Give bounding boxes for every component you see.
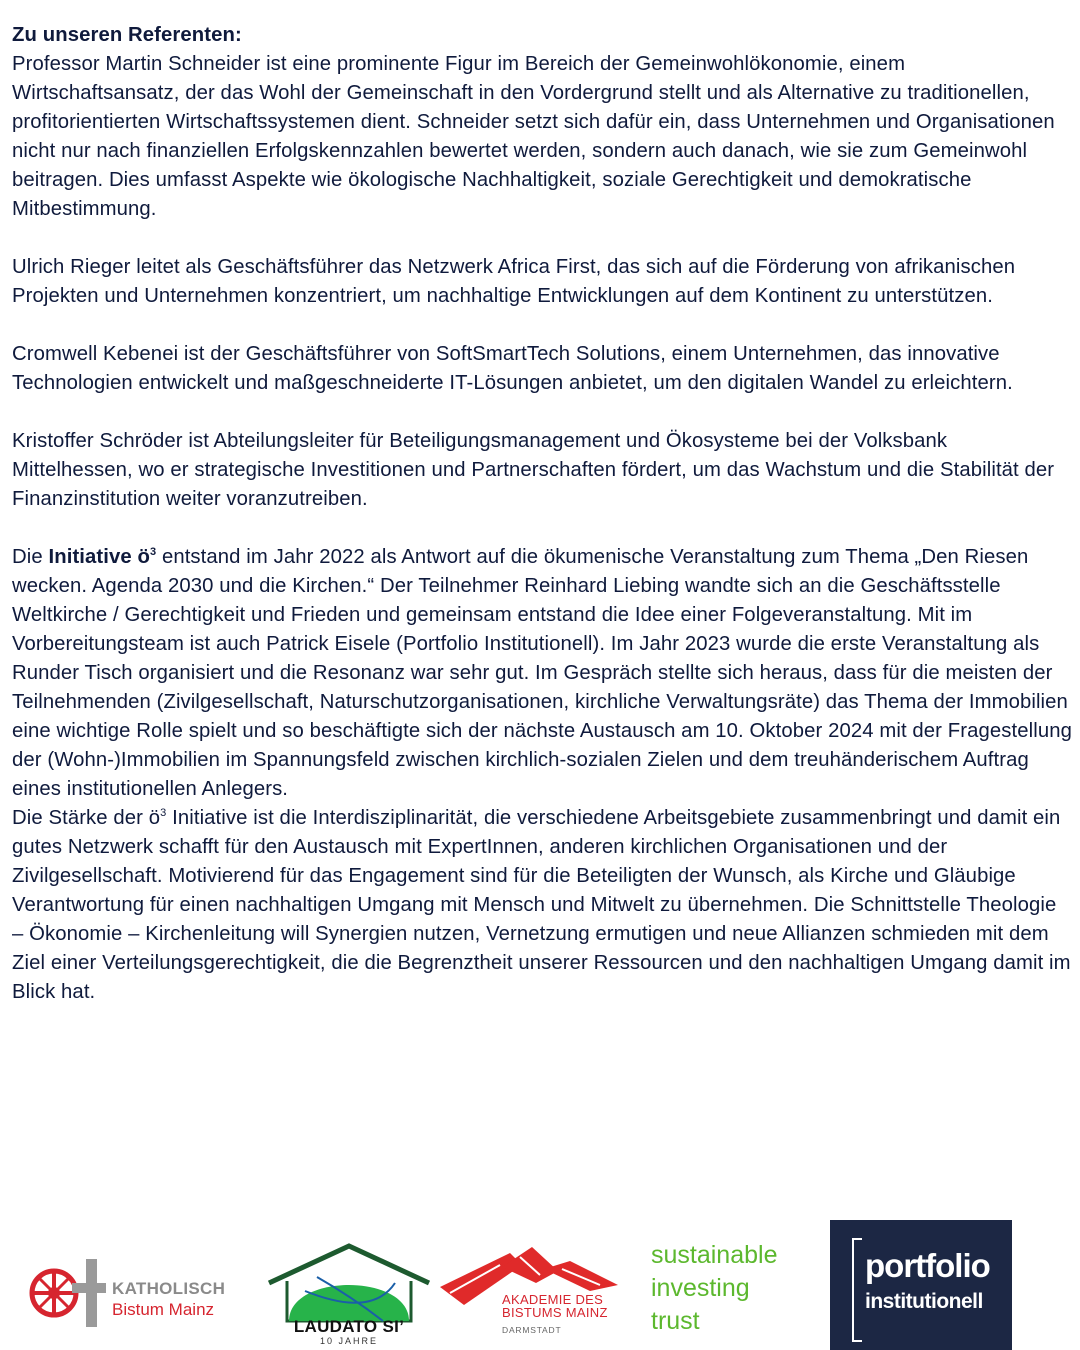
cross-wheel-icon [26, 1253, 108, 1333]
strength-lead: Die Stärke der ö [12, 807, 161, 829]
initiative-lead: Die [12, 546, 43, 568]
akademie-line1: AKADEMIE DES [502, 1292, 604, 1307]
sit-line2: investing [651, 1274, 750, 1302]
initiative-text: entstand im Jahr 2022 als Antwort auf die ökumenische Veranstaltung zum Thema „Den Riesen wecken. Agenda 2030 und die Kirchen.“ Der Teilnehmer Reinhard Liebing wandte sich an die Geschäftsstelle Weltkirche / Gerechtigkeit und Frieden und gemeinsam entstand die Idee einer Folgeveranstaltung. Mit im Vorbereitungsteam ist auch Patrick Eisele (Portfolio Institutionell). Im Jahr 2023 wurde die erste Veranstaltung als Runder Tisch organisiert und die Resonanz war sehr gut. Im Gespräch stellte sich heraus, dass für die meisten der Teilnehmenden (Zivilgesellschaft, Naturschutzorganisationen, kirchliche Verwaltungsräte) das Thema der Immobilien eine wichtige Rolle spielt und so beschäftigte sich der nächste Austausch am 10. Oktober 2024 mit der Fragestellung der (Wohn-)Immobilien im Spannungsfeld zwischen kirchlich-sozialen Zielen und dem treuhänderischem Auftrag eines institutionellen Anlegers. [12, 546, 1072, 800]
bio-rieger: Ulrich Rieger leitet als Geschäftsführer das Netzwerk Africa First, das sich auf die Förderung von afrikanischen Projekten und Unternehmen konzentriert, um nachhaltige Entwicklungen auf dem Kontinent zu unterstützen. [12, 256, 1016, 307]
portfolio-institutionell-logo [830, 1220, 1012, 1350]
akademie-line2: BISTUMS MAINZ [502, 1305, 608, 1320]
bio-schneider: Professor Martin Schneider ist eine prominente Figur im Bereich der Gemeinwohlökonomie, einem Wirtschaftsansatz, der das Wohl der Gemeinschaft in den Vordergrund stellt und als Alternative zu traditionellen, profitorientierten Wirtschaftssystemen dient. Schneider setzt sich dafür ein, dass Unternehmen und Organisationen nicht nur nach finanziellen Erfolgskennzahlen bewertet werden, sondern auch danach, wie sie zum Gemeinwohl beitragen. Dies umfasst Aspekte wie ökologische Nachhaltigkeit, soziale Gerechtigkeit und demokratische Mitbestimmung. [12, 53, 1055, 220]
sit-line1: sustainable [651, 1241, 778, 1269]
partner-logos [0, 1215, 1080, 1350]
laudato-label: LAUDATO SI’ [293, 1317, 405, 1336]
katholisch-label: KATHOLISCH [112, 1279, 226, 1298]
akademie-bistums-mainz-logo [440, 1245, 620, 1345]
strength-paragraph [12, 804, 1072, 1007]
article-body [12, 21, 1072, 1007]
institutionell-label: institutionell [865, 1290, 983, 1313]
section-heading: Zu unseren Referenten: [12, 24, 242, 46]
initiative-name [48, 546, 156, 568]
initiative-sup: 3 [149, 546, 157, 559]
laudato-si-logo [265, 1243, 433, 1350]
akademie-label [502, 1293, 608, 1319]
initiative-name-text: Initiative ö [48, 546, 150, 568]
strength-text: Initiative ist die Interdisziplinarität, die verschiedene Arbeitsgebiete zusammenbringt und damit ein gutes Netzwerk schafft für den Austausch mit ExpertInnen, anderen kirchlichen Organisationen und der Zivilgesellschaft. Motivierend für das Engagement sind für die Beteiligten der Wunsch, als Kirche und Gläubige Verantwortung für einen nachhaltigen Umgang mit Mensch und Mitwelt zu übernehmen. Die Schnittstelle Theologie – Ökonomie – Kirchenleitung will Synergien nutzen, Vernetzung ermutigen und neue Allianzen schmieden mit dem Ziel einer Verteilungsgerechtigkeit, die die Begrenztheit unserer Ressourcen und den nachhaltigen Umgang damit im Blick hat. [12, 807, 1071, 1003]
bracket-icon [852, 1238, 862, 1342]
darmstadt-label: DARMSTADT [502, 1325, 562, 1335]
house-globe-icon [265, 1243, 433, 1323]
sustainable-investing-trust-logo [651, 1239, 801, 1338]
bio-kebenei: Cromwell Kebenei ist der Geschäftsführer von SoftSmartTech Solutions, einem Unternehmen, das innovative Technologien entwickelt und maßgeschneiderte IT-Lösungen anbietet, um den digitalen Wandel zu erleichtern. [12, 343, 1013, 394]
strength-sup: 3 [160, 807, 167, 820]
katholisch-bistum-mainz-logo [26, 1253, 248, 1333]
sit-line3: trust [651, 1307, 700, 1335]
initiative-paragraph [12, 543, 1072, 804]
laudato-years-label: 10 JAHRE [319, 1336, 379, 1346]
portfolio-label: portfolio [865, 1247, 990, 1284]
bistum-mainz-label: Bistum Mainz [112, 1300, 215, 1319]
bio-schroeder: Kristoffer Schröder ist Abteilungsleiter für Beteiligungsmanagement und Ökosysteme bei der Volksbank Mittelhessen, wo er strategische Investitionen und Partnerschaften fördert, um das Wachstum und die Stabilität der Finanzinstitution weiter voranzutreiben. [12, 430, 1055, 510]
